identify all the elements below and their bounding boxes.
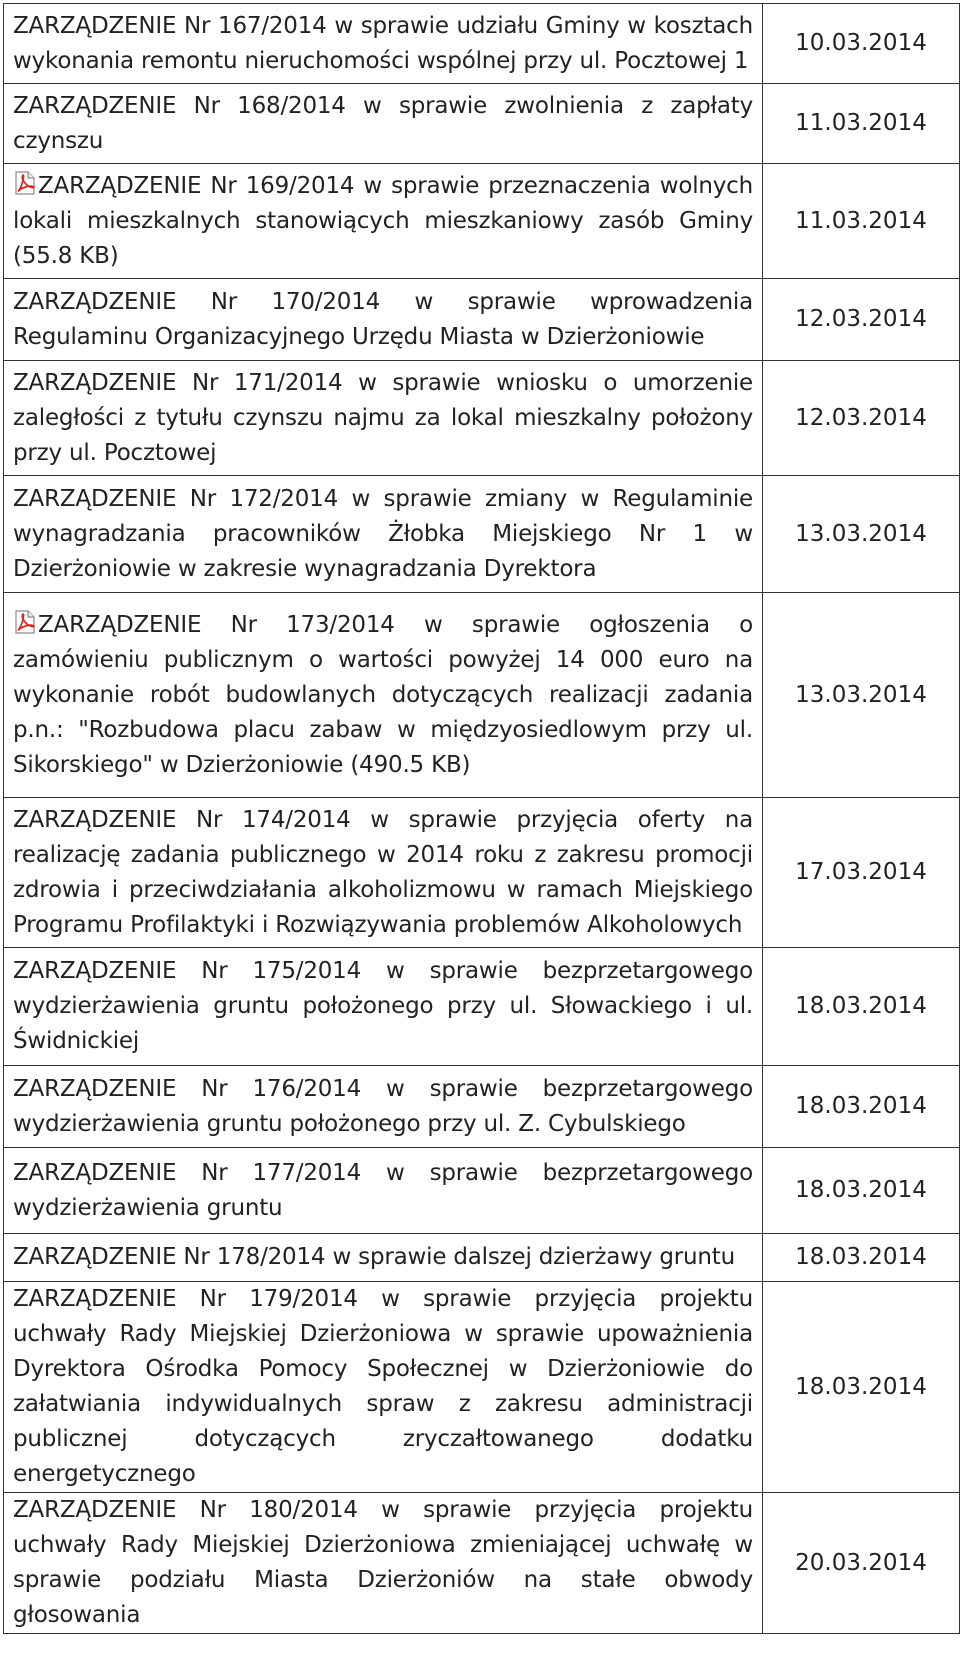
ordinances-table-body bbox=[4, 4, 960, 1634]
ordinance-title[interactable]: ZARZĄDZENIE Nr 172/2014 w sprawie zmiany w Regulaminie wynagradzania pracowników Żłobka Miejskiego Nr 1 w Dzierżoniowie w zakresie wynagradzania Dyrektora bbox=[13, 485, 753, 582]
ordinance-title[interactable]: ZARZĄDZENIE Nr 178/2014 w sprawie dalszej dzierżawy gruntu bbox=[13, 1244, 735, 1270]
pdf-file-icon[interactable] bbox=[13, 169, 37, 196]
table-row bbox=[4, 4, 960, 84]
ordinance-date: 10.03.2014 bbox=[795, 30, 927, 56]
ordinance-date-cell bbox=[763, 164, 960, 279]
ordinance-date-cell bbox=[763, 1282, 960, 1493]
ordinance-title-cell[interactable] bbox=[4, 476, 763, 593]
table-row bbox=[4, 279, 960, 361]
ordinance-date: 18.03.2014 bbox=[795, 993, 927, 1019]
table-row bbox=[4, 948, 960, 1066]
table-row bbox=[4, 798, 960, 948]
ordinance-date-cell bbox=[763, 1066, 960, 1148]
table-row bbox=[4, 1234, 960, 1282]
ordinance-title[interactable]: ZARZĄDZENIE Nr 180/2014 w sprawie przyjęcia projektu uchwały Rady Miejskiej Dzierżoniowa zmieniającej uchwałę w sprawie podziału Miasta Dzierżoniów na stałe obwody głosowania bbox=[13, 1497, 753, 1628]
ordinance-date: 12.03.2014 bbox=[795, 306, 927, 332]
ordinance-title[interactable]: ZARZĄDZENIE Nr 175/2014 w sprawie bezprzetargowego wydzierżawienia gruntu położonego przy ul. Słowackiego i ul. Świdnickiej bbox=[13, 958, 753, 1054]
ordinance-date-cell bbox=[763, 279, 960, 361]
ordinance-date-cell bbox=[763, 593, 960, 798]
table-row bbox=[4, 1066, 960, 1148]
ordinance-date: 11.03.2014 bbox=[795, 207, 927, 234]
ordinance-title[interactable]: ZARZĄDZENIE Nr 179/2014 w sprawie przyjęcia projektu uchwały Rady Miejskiej Dzierżoniowa w sprawie upoważnienia Dyrektora Ośrodka Pomocy Społecznej w Dzierżoniowie do załatwiania indywidualnych spraw z zakresu administracji publicznej dotyczących zryczałtowanego dodatku energetycznego bbox=[13, 1286, 753, 1487]
ordinance-date: 13.03.2014 bbox=[795, 520, 927, 547]
table-row bbox=[4, 164, 960, 279]
ordinance-date-cell bbox=[763, 1148, 960, 1234]
ordinance-date-cell bbox=[763, 84, 960, 164]
ordinance-date-cell bbox=[763, 361, 960, 476]
ordinance-date: 11.03.2014 bbox=[795, 110, 927, 136]
ordinance-title[interactable]: ZARZĄDZENIE Nr 170/2014 w sprawie wprowadzenia Regulaminu Organizacyjnego Urzędu Miasta w Dzierżoniowie bbox=[13, 288, 753, 350]
ordinance-title-cell[interactable] bbox=[4, 84, 763, 164]
ordinance-title-cell[interactable] bbox=[4, 361, 763, 476]
ordinance-date-cell bbox=[763, 948, 960, 1066]
ordinance-title[interactable]: ZARZĄDZENIE Nr 174/2014 w sprawie przyjęcia oferty na realizację zadania publicznego w 2014 roku z zakresu promocji zdrowia i przeciwdziałania alkoholizmowu w ramach Miejskiego Programu Profilaktyki i Rozwiązywania problemów Alkoholowych bbox=[13, 806, 753, 938]
ordinance-title-cell[interactable] bbox=[4, 593, 763, 798]
ordinance-date-cell bbox=[763, 798, 960, 948]
ordinance-title-cell[interactable] bbox=[4, 798, 763, 948]
ordinance-title-cell[interactable] bbox=[4, 164, 763, 279]
ordinance-date-cell bbox=[763, 1234, 960, 1282]
ordinance-date: 18.03.2014 bbox=[795, 1244, 927, 1270]
ordinance-title-cell[interactable] bbox=[4, 1234, 763, 1282]
ordinance-date: 20.03.2014 bbox=[795, 1549, 927, 1576]
table-row bbox=[4, 1493, 960, 1634]
ordinance-title-cell[interactable] bbox=[4, 279, 763, 361]
ordinance-title[interactable]: ZARZĄDZENIE Nr 173/2014 w sprawie ogłoszenia o zamówieniu publicznym o wartości powyżej 14 000 euro na wykonanie robót budowlanych dotyczących realizacji zadania p.n.: "Rozbudowa placu zabaw w międzyosiedlowym przy ul. Sikorskiego" w Dzierżoniowie (490.5 KB) bbox=[13, 611, 753, 778]
table-row bbox=[4, 84, 960, 164]
ordinance-title[interactable]: ZARZĄDZENIE Nr 167/2014 w sprawie udziału Gminy w kosztach wykonania remontu nieruchomości wspólnej przy ul. Pocztowej 1 bbox=[13, 12, 753, 74]
ordinance-date-cell bbox=[763, 476, 960, 593]
ordinance-date: 18.03.2014 bbox=[795, 1373, 927, 1400]
ordinances-table bbox=[3, 3, 960, 1634]
table-row bbox=[4, 1282, 960, 1493]
ordinance-title-cell[interactable] bbox=[4, 1066, 763, 1148]
ordinance-title-cell[interactable] bbox=[4, 4, 763, 84]
ordinance-title-cell[interactable] bbox=[4, 1148, 763, 1234]
ordinance-title[interactable]: ZARZĄDZENIE Nr 169/2014 w sprawie przeznaczenia wolnych lokali mieszkalnych stanowiących mieszkaniowy zasób Gminy (55.8 KB) bbox=[13, 172, 753, 269]
ordinance-title[interactable]: ZARZĄDZENIE Nr 176/2014 w sprawie bezprzetargowego wydzierżawienia gruntu położonego przy ul. Z. Cybulskiego bbox=[13, 1075, 753, 1137]
table-row bbox=[4, 1148, 960, 1234]
table-row bbox=[4, 361, 960, 476]
ordinance-title-cell[interactable] bbox=[4, 948, 763, 1066]
pdf-file-icon[interactable] bbox=[13, 608, 37, 635]
ordinance-date: 12.03.2014 bbox=[795, 404, 927, 431]
ordinance-date-cell bbox=[763, 4, 960, 84]
ordinance-date: 18.03.2014 bbox=[795, 1177, 927, 1203]
ordinance-date: 13.03.2014 bbox=[795, 681, 927, 708]
ordinance-title-cell[interactable] bbox=[4, 1282, 763, 1493]
ordinance-title[interactable]: ZARZĄDZENIE Nr 171/2014 w sprawie wniosku o umorzenie zaległości z tytułu czynszu najmu za lokal mieszkalny położony przy ul. Pocztowej bbox=[13, 369, 753, 466]
table-row bbox=[4, 593, 960, 798]
ordinance-title[interactable]: ZARZĄDZENIE Nr 177/2014 w sprawie bezprzetargowego wydzierżawienia gruntu bbox=[13, 1159, 753, 1221]
table-row bbox=[4, 476, 960, 593]
ordinance-date-cell bbox=[763, 1493, 960, 1634]
ordinance-date: 17.03.2014 bbox=[795, 859, 927, 885]
ordinance-title[interactable]: ZARZĄDZENIE Nr 168/2014 w sprawie zwolnienia z zapłaty czynszu bbox=[13, 92, 753, 154]
ordinance-title-cell[interactable] bbox=[4, 1493, 763, 1634]
ordinance-date: 18.03.2014 bbox=[795, 1093, 927, 1119]
